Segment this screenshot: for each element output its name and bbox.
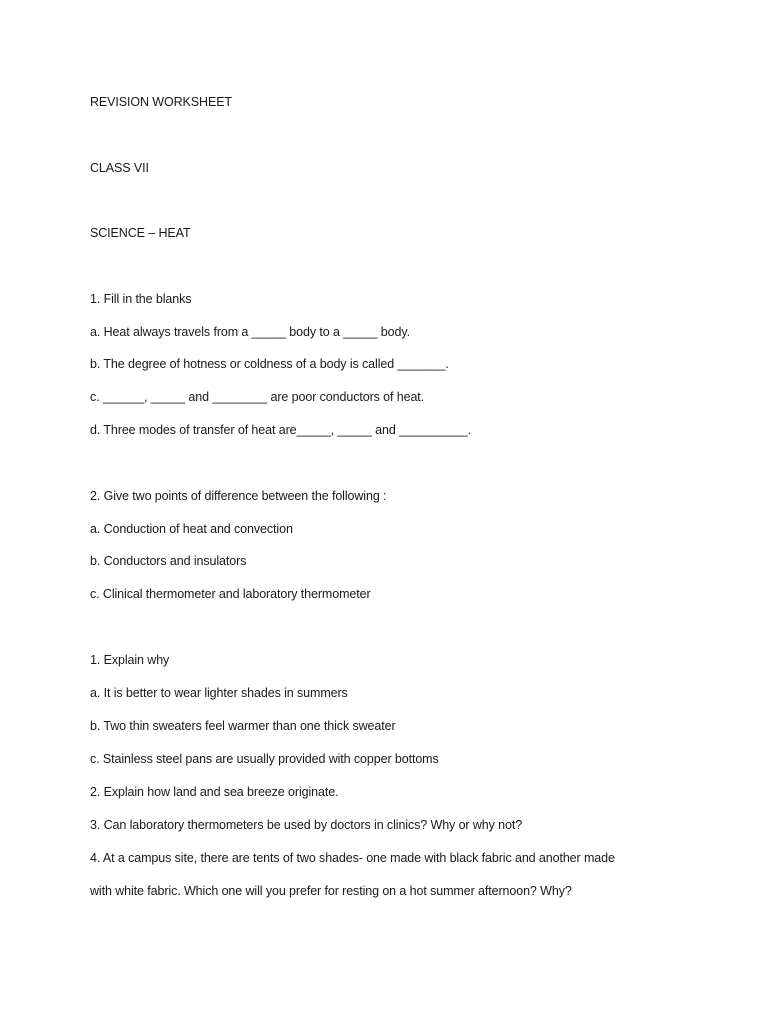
explain-item: c. Stainless steel pans are usually provided with copper bottoms: [90, 752, 439, 766]
fill-blank-item: b. The degree of hotness or coldness of a body is called _______.: [90, 357, 449, 371]
difference-item: b. Conductors and insulators: [90, 554, 247, 568]
section-2-heading: 2. Give two points of difference between the following :: [90, 489, 387, 503]
explain-item: b. Two thin sweaters feel warmer than one thick sweater: [90, 719, 396, 733]
difference-item: a. Conduction of heat and convection: [90, 522, 293, 536]
fill-blank-item: d. Three modes of transfer of heat are_____, _____ and __________.: [90, 423, 471, 437]
class-label: CLASS VII: [90, 161, 149, 175]
worksheet-title: REVISION WORKSHEET: [90, 95, 232, 109]
question-3: 3. Can laboratory thermometers be used by doctors in clinics? Why or why not?: [90, 818, 523, 832]
difference-item: c. Clinical thermometer and laboratory thermometer: [90, 587, 371, 601]
fill-blank-item: a. Heat always travels from a _____ body to a _____ body.: [90, 325, 410, 339]
section-1-heading: 1. Fill in the blanks: [90, 292, 192, 306]
question-4-continuation: with white fabric. Which one will you prefer for resting on a hot summer afternoon? Why?: [90, 884, 572, 898]
question-4: 4. At a campus site, there are tents of two shades- one made with black fabric and another made: [90, 851, 615, 865]
question-2: 2. Explain how land and sea breeze originate.: [90, 785, 339, 799]
subject-label: SCIENCE – HEAT: [90, 226, 191, 240]
explain-item: a. It is better to wear lighter shades in summers: [90, 686, 348, 700]
section-3-heading: 1. Explain why: [90, 653, 170, 667]
fill-blank-item: c. ______, _____ and ________ are poor conductors of heat.: [90, 390, 425, 404]
